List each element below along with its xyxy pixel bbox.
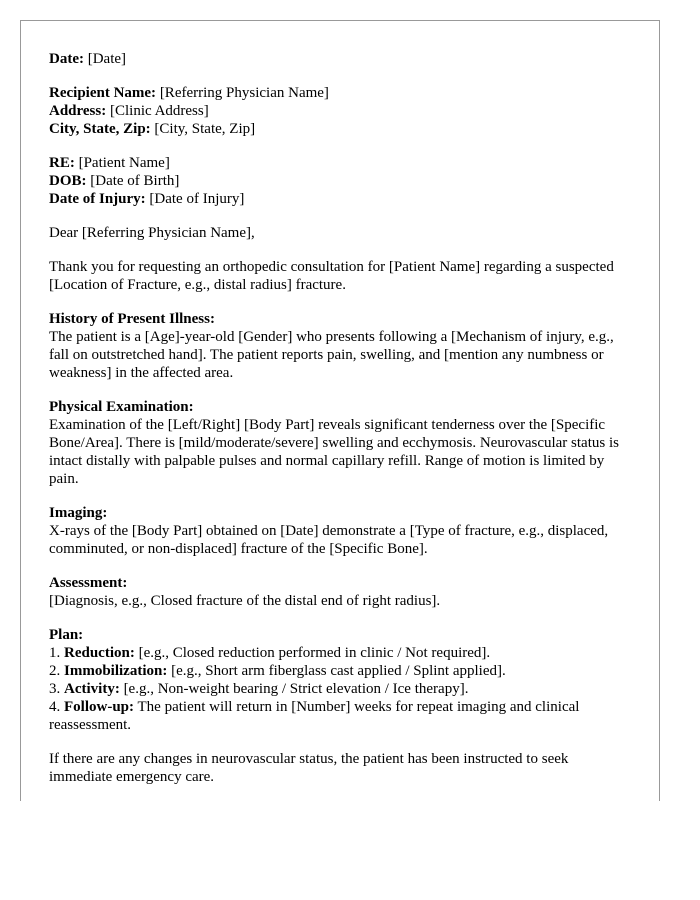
- assessment-heading: Assessment:: [49, 575, 128, 591]
- plan-section: [49, 626, 634, 734]
- date-line: [49, 50, 634, 68]
- recipient-label: Recipient Name:: [49, 85, 157, 101]
- city-value: [City, State, Zip]: [154, 121, 256, 137]
- letter-page: [20, 20, 660, 801]
- exam-section: [49, 398, 634, 488]
- plan-item-text: [e.g., Non-weight bearing / Strict elevation / Ice therapy].: [123, 681, 469, 697]
- city-label: City, State, Zip:: [49, 121, 151, 137]
- injury-date-label: Date of Injury:: [49, 191, 146, 207]
- recipient-block: [49, 84, 634, 138]
- exam-text: Examination of the [Left/Right] [Body Part] reveals significant tenderness over the [Specific Bone/Area]. There is [mild/moderate/severe] swelling and ecchymosis. Neurovascular status is intact distally with palpable pulses and normal capillary refill. Range of motion is limited by pain.: [49, 417, 619, 487]
- plan-item-label: Follow-up:: [64, 699, 135, 715]
- exam-heading: Physical Examination:: [49, 399, 194, 415]
- plan-item-number: 4.: [49, 699, 61, 715]
- plan-item-label: Immobilization:: [64, 663, 168, 679]
- history-heading: History of Present Illness:: [49, 311, 215, 327]
- intro-paragraph: [49, 258, 634, 294]
- plan-item: [49, 698, 634, 734]
- dob-line: [49, 172, 634, 190]
- date-label: Date:: [49, 51, 84, 67]
- plan-item-label: Reduction:: [64, 645, 135, 661]
- salutation-text: Dear [Referring Physician Name],: [49, 225, 255, 241]
- re-line: [49, 154, 634, 172]
- address-line: [49, 102, 634, 120]
- plan-item: [49, 662, 634, 680]
- closing-paragraph: [49, 750, 634, 786]
- date-value: [Date]: [87, 51, 127, 67]
- intro-text: Thank you for requesting an orthopedic consultation for [Patient Name] regarding a suspected [Location of Fracture, e.g., distal radius] fracture.: [49, 259, 614, 293]
- plan-item-number: 3.: [49, 681, 61, 697]
- imaging-text: X-rays of the [Body Part] obtained on [Date] demonstrate a [Type of fracture, e.g., displaced, comminuted, or non-displaced] fracture of the [Specific Bone].: [49, 523, 609, 557]
- plan-item-number: 2.: [49, 663, 61, 679]
- dob-value: [Date of Birth]: [90, 173, 180, 189]
- plan-item: [49, 680, 634, 698]
- assessment-text: [Diagnosis, e.g., Closed fracture of the distal end of right radius].: [49, 593, 441, 609]
- closing-text: If there are any changes in neurovascular status, the patient has been instructed to seek immediate emergency care.: [49, 751, 569, 785]
- history-section: [49, 310, 634, 382]
- patient-block: [49, 154, 634, 208]
- injury-date-value: [Date of Injury]: [149, 191, 245, 207]
- dob-label: DOB:: [49, 173, 87, 189]
- imaging-heading: Imaging:: [49, 505, 108, 521]
- recipient-line: [49, 84, 634, 102]
- address-label: Address:: [49, 103, 107, 119]
- plan-item-number: 1.: [49, 645, 61, 661]
- injury-date-line: [49, 190, 634, 208]
- plan-item-text: [e.g., Closed reduction performed in clinic / Not required].: [138, 645, 491, 661]
- re-label: RE:: [49, 155, 75, 171]
- letter-content: [49, 50, 634, 786]
- salutation: [49, 224, 634, 242]
- plan-item-text: [e.g., Short arm fiberglass cast applied / Splint applied].: [171, 663, 506, 679]
- assessment-section: [49, 574, 634, 610]
- history-text: The patient is a [Age]-year-old [Gender] who presents following a [Mechanism of injury, e.g., fall on outstretched hand]. The patient reports pain, swelling, and [mention any numbness or weakness] in the affected area.: [49, 329, 614, 381]
- recipient-value: [Referring Physician Name]: [159, 85, 329, 101]
- address-value: [Clinic Address]: [109, 103, 209, 119]
- plan-item-text: The patient will return in [Number] weeks for repeat imaging and clinical reassessment.: [49, 699, 580, 733]
- imaging-section: [49, 504, 634, 558]
- re-value: [Patient Name]: [78, 155, 170, 171]
- date-block: [49, 50, 634, 68]
- city-line: [49, 120, 634, 138]
- plan-item: [49, 644, 634, 662]
- plan-heading: Plan:: [49, 627, 84, 643]
- plan-item-label: Activity:: [64, 681, 120, 697]
